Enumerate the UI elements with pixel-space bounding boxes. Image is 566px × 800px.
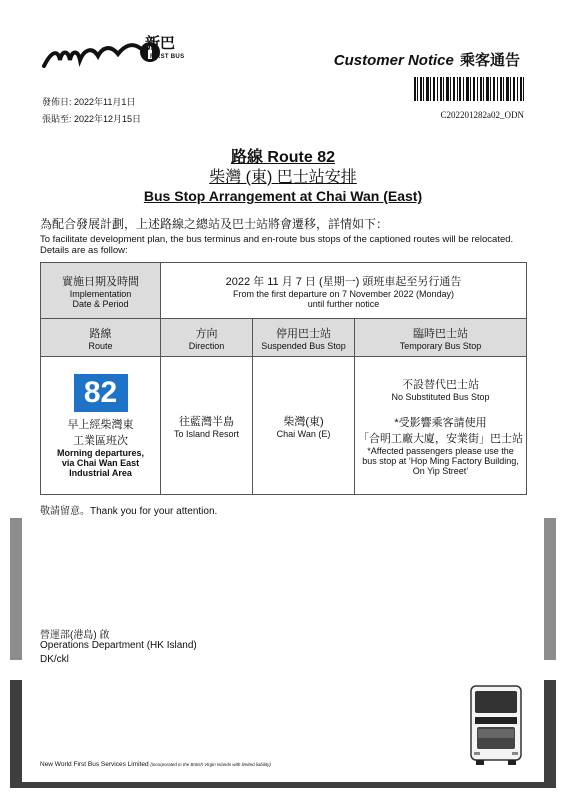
temp-zh2: *受影響乘客請使用: [394, 416, 487, 429]
logo-text: 新巴: [145, 35, 176, 52]
impl-date-en2: until further notice: [307, 298, 380, 309]
header-suspended-en: Suspended Bus Stop: [261, 340, 346, 351]
temp-en3: bus stop at ‘Hop Ming Factory Building,: [362, 455, 519, 466]
header-route-zh: 路線: [89, 327, 112, 340]
header-direction-zh: 方向: [195, 327, 218, 340]
header-direction-en: Direction: [188, 340, 225, 351]
dept-en: Operations Department (HK Island): [40, 640, 197, 651]
right-side-bar: [544, 518, 556, 660]
temp-en2: *Affected passengers please use the: [367, 445, 514, 456]
ref-code: DK/ckl: [40, 654, 69, 665]
notice-page: [22, 22, 544, 782]
suspended-zh: 柴灣(東): [283, 415, 324, 428]
logo-subtext: FIRST BUS: [150, 54, 185, 60]
thanks-text: 敬請留意。Thank you for your attention.: [40, 506, 218, 517]
impl-label-en1: Implementation: [69, 288, 132, 299]
impl-date-en1: From the first departure on 7 November 2022 (Monday): [232, 288, 455, 299]
bottom-bar: [10, 782, 556, 788]
double-decker-bus-icon: [468, 684, 524, 766]
left-bottom-bar: [10, 680, 22, 784]
temp-en4: On Yip Street’: [412, 465, 469, 476]
dept-zh: 營運部(港島) 啟: [40, 630, 110, 641]
impl-date-cell: [161, 263, 527, 319]
left-side-bar: [10, 518, 22, 660]
route-note-en2: via Chai Wan East: [61, 457, 140, 468]
header-direction: [161, 319, 253, 357]
header-temporary-zh: 臨時巴士站: [413, 327, 469, 340]
suspended-en: Chai Wan (E): [276, 428, 331, 439]
footer-incorporated: (incorporated in the British Virgin Islands with limited liability): [150, 762, 271, 767]
route-note-zh2: 工業區班次: [73, 434, 128, 447]
notice-title: [334, 49, 520, 70]
notice-title-zh: 乘客通告: [459, 52, 520, 69]
header-route-en: Route: [88, 340, 113, 351]
header-temporary-en: Temporary Bus Stop: [399, 340, 482, 351]
barcode-icon: [414, 77, 524, 107]
intro-en: To facilitate development plan, the bus terminus and en-route bus stops of the captioned routes will be relocated. Details are as follow:: [40, 234, 514, 256]
barcode-number: C202201282a02_ODN: [440, 110, 524, 120]
direction-en: To Island Resort: [173, 428, 240, 439]
notice-title-en: Customer Notice: [333, 52, 454, 69]
post-until-date: 張貼至: 2022年12月15日: [42, 114, 142, 124]
route-note-zh1: 早上經柴灣東: [67, 418, 134, 431]
title-en: Bus Stop Arrangement at Chai Wan (East): [143, 188, 423, 204]
table-row: [41, 357, 527, 495]
header-route: [41, 319, 161, 357]
header-suspended-zh: 停用巴士站: [276, 327, 331, 340]
route-title: 路線 Route 82: [230, 149, 336, 166]
header-suspended: [253, 319, 355, 357]
table-header-row: [41, 319, 527, 357]
temp-en1: No Substituted Bus Stop: [391, 391, 490, 402]
direction-zh: 往藍灣半島: [179, 415, 234, 428]
temp-zh1: 不設替代巴士站: [402, 378, 480, 391]
impl-label-en2: Date & Period: [72, 298, 129, 309]
impl-label-zh: 實施日期及時間: [62, 275, 139, 288]
issue-date: 發佈日: 2022年11月1日: [42, 97, 136, 107]
route-note-en1: Morning departures,: [56, 447, 144, 458]
impl-label-cell: [41, 263, 161, 319]
temporary-cell: [355, 357, 527, 495]
right-bottom-bar: [544, 680, 556, 784]
footer-company: [40, 761, 271, 768]
impl-date-zh: 2022 年 11 月 7 日 (星期一) 頭班車起至另行通告: [225, 275, 462, 288]
title-zh: 柴灣 (東) 巴士站安排: [209, 169, 357, 186]
route-number-badge: 82: [74, 374, 128, 412]
direction-cell: [161, 357, 253, 495]
temp-zh3: 「合明工廠大廈，安業街」巴士站: [358, 432, 524, 445]
arrangement-table: [40, 262, 527, 495]
route-note-en3: Industrial Area: [69, 467, 132, 478]
footer-company-name: New World First Bus Services Limited: [40, 761, 149, 768]
suspended-cell: [253, 357, 355, 495]
header-temporary: [355, 319, 527, 357]
route-cell: [41, 357, 161, 495]
intro-zh: 為配合發展計劃，上述路線之總站及巴士站將會遷移，詳情如下：: [40, 217, 389, 231]
